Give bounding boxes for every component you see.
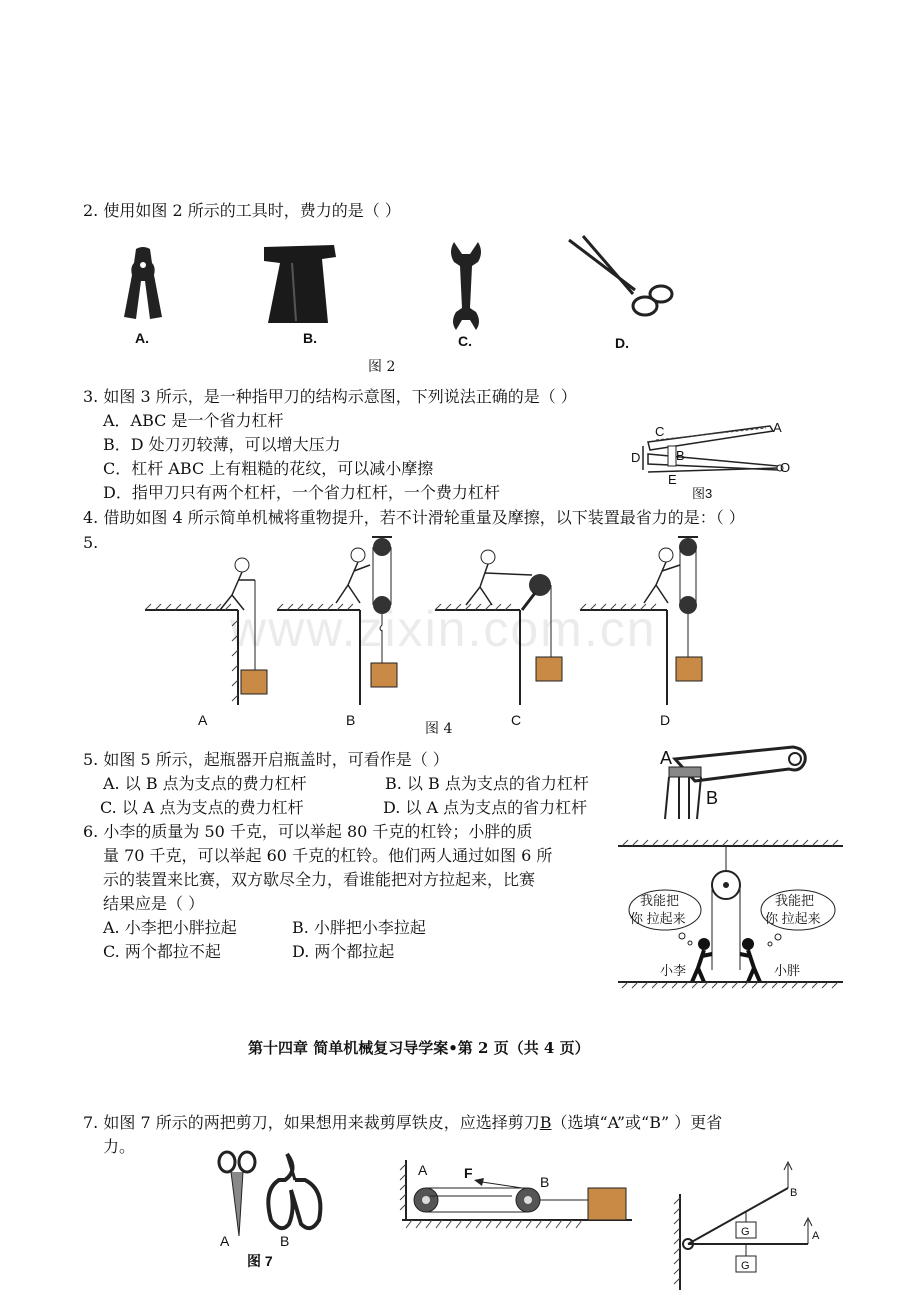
q3-stem: 3. 如图 3 所示，是一种指甲刀的结构示意图，下列说法正确的是（ ） [83,387,577,406]
q5-option-d: D. 以 A 点为支点的省力杠杆 [383,798,588,817]
q5-option-a: A. 以 B 点为支点的费力杠杆 [103,774,307,793]
q3-fig-letter-c: C [655,424,665,439]
q7-lever-label-g-lower: G [741,1260,750,1272]
q6-option-c: C. 两个都拉不起 [103,942,221,961]
q7-pulley-label-f: F [464,1165,473,1181]
q5-fig-letter-a: A [660,748,673,768]
q2-label-d: D. [615,335,629,351]
q4-label-d: D [660,712,671,728]
pliers-image [118,245,168,325]
cutter-image [262,243,340,325]
watermark: www.zixin.com.cn [230,601,657,657]
q2-stem: 2. 使用如图 2 所示的工具时，费力的是（ ） [83,201,401,220]
q4-stem-2: 5. [83,533,99,552]
q3-option-b: B．D 处刀刃较薄，可以增大压力 [103,435,341,454]
q4-label-c: C [511,712,522,728]
q2-label-b: B. [303,330,317,346]
q7-caption: 图 7 [247,1253,273,1269]
wrench-image [448,240,484,332]
q7-pulley-label-a: A [418,1162,428,1178]
q5-fig-letter-b: B [706,788,719,808]
q6-name-right: 小胖 [774,963,801,978]
q7-stem [83,1112,722,1134]
q3-fig-letter-o: O [780,460,791,475]
scissors-image [565,234,675,326]
q6-line-4: 结果应是（ ） [103,894,205,913]
q6-line-2: 量 70 千克，可以举起 60 千克的杠铃。他们两人通过如图 6 所 [103,846,553,865]
q6-bubble-left-line-1: 我能把 [640,893,680,908]
q7-answer: B [539,1113,552,1132]
q4-label-b: B [346,712,356,728]
q6-line-3: 示的装置来比赛，双方歇尽全力，看谁能把对方拉起来，比赛 [103,870,536,889]
q7-stem-a: 7. 如图 7 所示的两把剪刀，如果想用来裁剪厚铁皮，应选择剪刀 [83,1113,540,1132]
two-scissors-image [215,1150,325,1240]
q5-stem: 5. 如图 5 所示，起瓶器开启瓶盖时，可看作是（ ） [83,750,449,769]
page-footer: 第十四章 简单机械复习导学案•第 2 页（共 4 页） [248,1039,590,1057]
q3-caption: 图3 [692,486,713,501]
q7-label-b: B [280,1233,290,1249]
q7-pulley-label-b: B [540,1174,550,1190]
q6-bubble-right-line-2: 你 拉起来 [765,911,821,926]
q4-stem: 4. 借助如图 4 所示简单机械将重物提升，若不计滑轮重量及摩擦，以下装置最省力的是：（ ） [83,508,745,527]
q3-option-d: D．指甲刀只有两个杠杆，一个省力杠杆，一个费力杠杆 [103,483,500,502]
q5-option-b: B. 以 B 点为支点的省力杠杆 [385,774,589,793]
q2-label-c: C. [458,333,472,349]
q6-option-d: D. 两个都拉起 [292,942,395,961]
q6-option-b: B. 小胖把小李拉起 [292,918,426,937]
q4-caption: 图 4 [425,721,453,737]
q7-lever-label-g-upper: G [741,1226,750,1238]
q3-fig-letter-d: D [631,450,641,465]
q6-bubble-left-line-2: 你 拉起来 [630,911,686,926]
q6-bubble-right-line-1: 我能把 [775,893,815,908]
q3-option-c: C．杠杆 ABC 上有粗糙的花纹，可以减小摩擦 [103,459,434,478]
q7-lever-label-b: B [790,1187,798,1199]
q2-label-a: A. [135,330,149,346]
q3-fig-letter-b: B [676,448,685,463]
bottle-opener-diagram [655,745,815,820]
horizontal-pulley-diagram [402,1160,632,1230]
q3-fig-letter-e: E [668,472,677,487]
q5-option-c: C. 以 A 点为支点的费力杠杆 [100,798,304,817]
q3-option-a: A．ABC 是一个省力杠杆 [103,411,284,430]
q6-name-left: 小李 [660,963,687,978]
q2-caption: 图 2 [368,359,396,375]
q7-stem-2: 力。 [103,1137,136,1156]
q6-line-1: 6. 小李的质量为 50 千克，可以举起 80 千克的杠铃；小胖的质 [83,822,533,841]
q7-lever-label-a: A [812,1230,820,1242]
q7-label-a: A [220,1233,230,1249]
q7-stem-b: （选填“A”或“B” ）更省 [551,1113,723,1132]
q6-option-a: A. 小李把小胖拉起 [103,918,237,937]
q4-label-a: A [198,712,208,728]
q3-fig-letter-a: A [773,420,782,435]
